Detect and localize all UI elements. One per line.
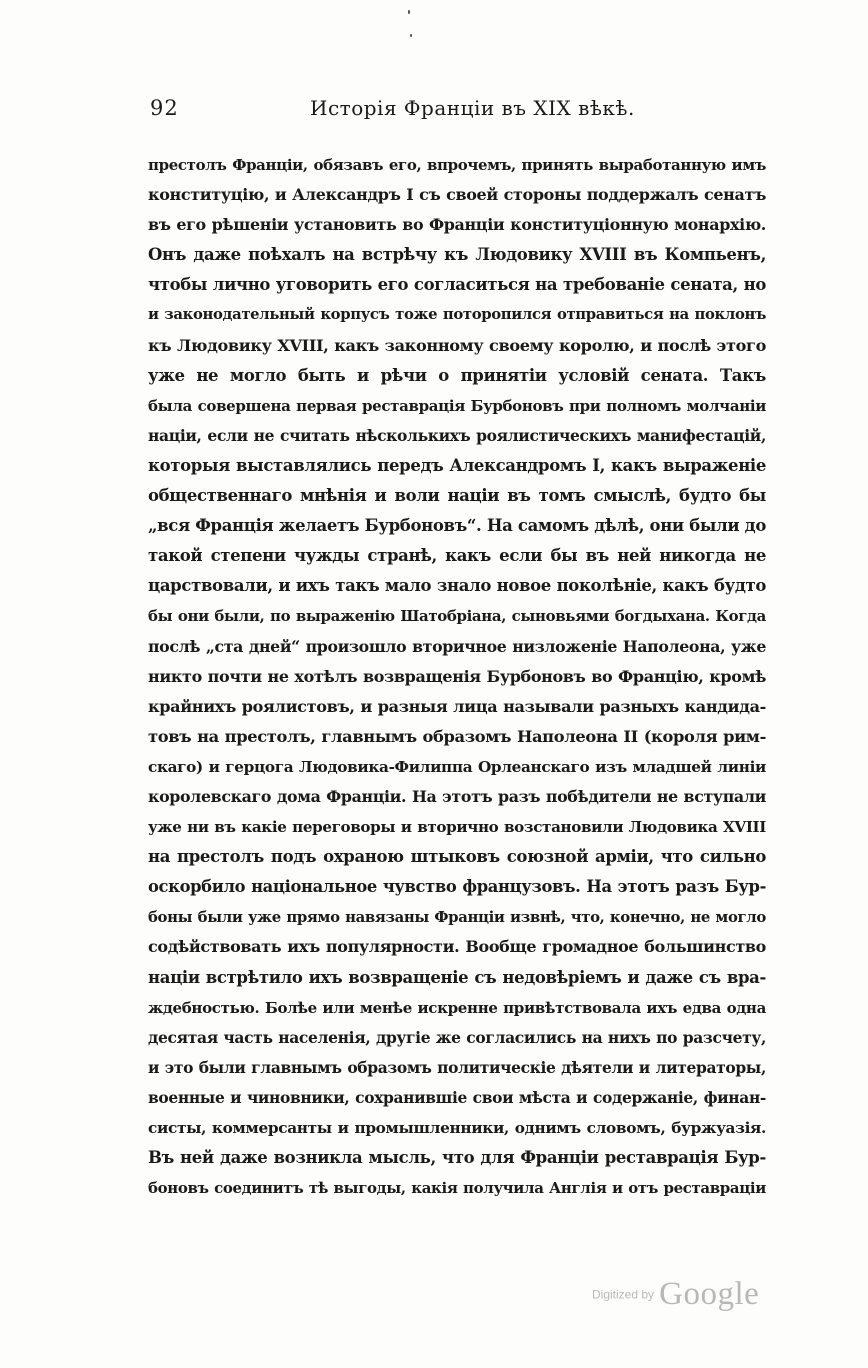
text-line: крайнихъ роялистовъ, и разныя лица называли разныхъ кандида- [148,696,766,716]
running-title: Исторія Франціи въ XIX вѣкѣ. [310,96,635,120]
watermark-brand: Google [659,1276,760,1312]
text-line: въ его рѣшеніи установить во Франціи конституціонную монархію. [148,215,766,235]
text-line: царствовали, и ихъ такъ мало знало новое поколѣніе, какъ будто [148,576,766,596]
text-line: систы, коммерсанты и промышленники, однимъ словомъ, буржуазія. [148,1119,766,1137]
text-line: ждебностью. Болѣе или менѣе искренне привѣтствовала ихъ едва одна [148,998,766,1017]
scan-speck [410,34,412,37]
text-line: Въ ней даже возникла мысль, что для Франціи реставрація Бур- [148,1148,766,1168]
text-line: товъ на престолъ, главнымъ образомъ Наполеона II (короля рим- [148,726,766,746]
text-line: оскорбило національное чувство французовъ. На этотъ разъ Бур- [148,877,766,897]
scan-speck [408,10,410,14]
text-line: боны были уже прямо навязаны Франціи извнѣ, что, конечно, не могло [148,908,766,927]
text-line: десятая часть населенія, другіе же согласились на нихъ по разсчету, [148,1027,766,1047]
text-line: никто почти не хотѣлъ возвращенія Бурбоновъ во Францію, кромѣ [148,666,766,686]
text-line: и это были главнымъ образомъ политическіе дѣятели и литераторы, [148,1057,766,1077]
text-line: военные и чиновники, сохранившіе свои мѣста и содержаніе, финан- [148,1087,766,1107]
text-line: уже не могло быть и рѣчи о принятіи условій сената. Такъ [148,365,766,385]
text-line: чтобы лично уговорить его согласиться на требованіе сената, но [148,275,766,295]
page-number: 92 [150,96,179,120]
text-line: королевскаго дома Франціи. На этотъ разъ побѣдители не вступали [148,786,766,806]
text-line: конституцію, и Александръ I съ своей стороны поддержалъ сенатъ [148,185,766,205]
text-line: боновъ соединитъ тѣ выгоды, какія получила Англія и отъ реставраціи [148,1179,766,1198]
text-line: на престолъ подъ охраною штыковъ союзной арміи, что сильно [148,847,766,867]
text-line: Онъ даже поѣхалъ на встрѣчу къ Людовику XVIII въ Компьенъ, [148,245,766,265]
text-line: уже ни въ какіе переговоры и вторично возстановили Людовика XVIII [148,818,766,837]
text-line: бы они были, по выраженію Шатобріана, сыновьями богдыхана. Когда [148,607,766,626]
text-line: скаго) и герцога Людовика-Филиппа Орлеанскаго изъ младшей линіи [148,757,766,776]
watermark-prefix: Digitized by [592,1287,655,1302]
text-line: была совершена первая реставрація Бурбоновъ при полномъ молчаніи [148,396,766,415]
text-line: послѣ „ста дней“ произошло вторичное низложеніе Наполеона, уже [148,636,766,656]
digitized-watermark [592,1276,759,1316]
page-header [150,96,770,132]
text-line: престолъ Франціи, обязавъ его, впрочемъ, принять выработанную имъ [148,156,766,174]
text-line: которыя выставлялись передъ Александромъ I, какъ выраженіе [148,455,766,475]
text-line: націи, если не считать нѣсколькихъ роялистическихъ манифестацій, [148,425,766,445]
body-text [148,150,766,1203]
text-line: и законодательный корпусъ тоже поторопился отправиться на поклонъ [148,306,766,324]
text-line: такой степени чужды странѣ, какъ если бы въ ней никогда не [148,546,766,566]
text-line: „вся Франція желаетъ Бурбоновъ“. На самомъ дѣлѣ, они были до [148,516,766,536]
text-line: націи встрѣтило ихъ возвращеніе съ недовѣріемъ и даже съ вра- [148,967,766,987]
text-line: содѣйствовать ихъ популярности. Вообще громадное большинство [148,937,766,957]
text-line: общественнаго мнѣнія и воли націи въ томъ смыслѣ, будто бы [148,486,766,506]
text-line: къ Людовику XVIII, какъ законному своему королю, и послѣ этого [148,335,766,355]
